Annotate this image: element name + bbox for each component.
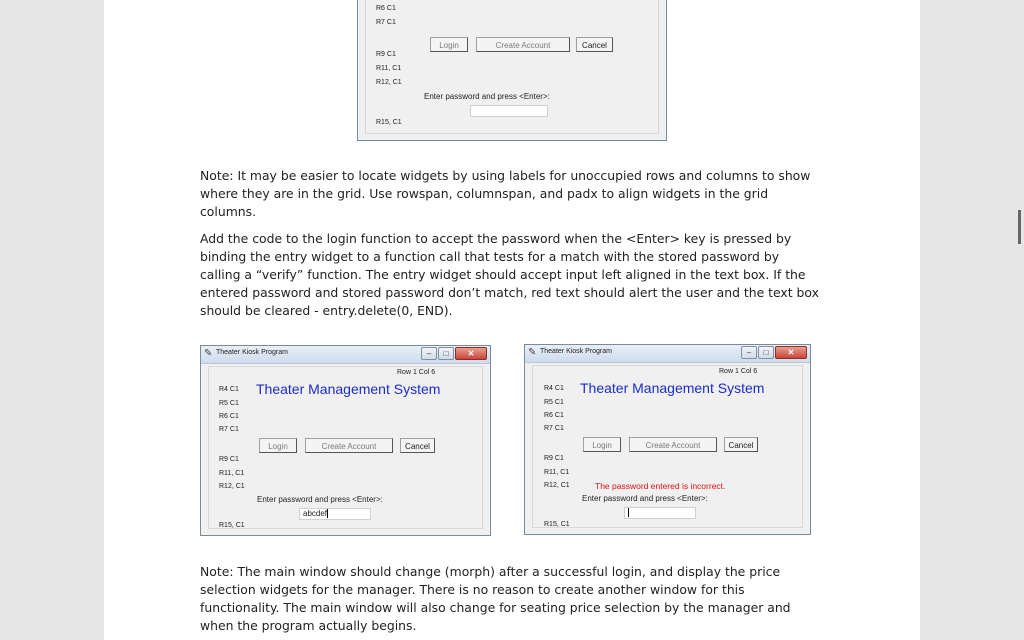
minimize-icon[interactable]: – — [741, 346, 757, 359]
window-controls — [740, 346, 807, 359]
left-screenshot-window — [200, 345, 491, 536]
app-heading: Theater Management System — [580, 380, 765, 396]
grid-label-r12: R12, C1 — [544, 482, 570, 489]
maximize-icon[interactable]: □ — [758, 346, 774, 359]
row1-col6-label: Row 1 Col 6 — [397, 369, 436, 376]
password-prompt: Enter password and press <Enter>: — [257, 495, 383, 504]
text-cursor — [327, 509, 328, 518]
text-cursor — [628, 508, 629, 517]
grid-label-r4: R4 C1 — [544, 385, 564, 392]
window-controls — [420, 347, 487, 360]
top-screenshot-window — [357, 0, 667, 141]
grid-label-r9: R9 C1 — [376, 51, 396, 58]
grid-label-r12: R12, C1 — [376, 79, 402, 86]
feather-icon: ✎ — [528, 347, 537, 358]
cancel-button[interactable]: Cancel — [724, 437, 758, 452]
grid-label-r6: R6 C1 — [219, 413, 239, 420]
grid-label-r4: R4 C1 — [219, 386, 239, 393]
close-icon[interactable]: ✕ — [455, 347, 487, 360]
password-entry[interactable] — [624, 507, 696, 519]
scrollbar-thumb[interactable] — [1018, 210, 1021, 244]
right-screenshot-window — [524, 344, 811, 535]
grid-label-r15: R15, C1 — [376, 119, 402, 126]
grid-label-r6: R6 C1 — [544, 412, 564, 419]
create-account-button[interactable]: Create Account — [476, 37, 570, 52]
login-button[interactable]: Login — [583, 437, 621, 452]
grid-label-r11: R11, C1 — [544, 469, 570, 476]
grid-label-r11: R11, C1 — [376, 65, 402, 72]
grid-label-r9: R9 C1 — [219, 456, 239, 463]
instruction-paragraph: Add the code to the login function to accept the password when the <Enter> key is pressed by binding the entry widget to a function call that tests for a match with the stored password by calling a “verify” function. The entry widget should accept input left aligned in the text box. If the entered password and stored password don’t match, red text should alert the user and the text box should be cleared - entry.delete(0, END). — [200, 231, 819, 318]
note-paragraph-1: Note: It may be easier to locate widgets by using labels for unoccupied rows and columns to show where they are in the grid. Use rowspan, columnspan, and padx to align widgets in the grid columns. — [200, 168, 811, 219]
login-button[interactable]: Login — [430, 37, 468, 52]
create-account-button[interactable]: Create Account — [305, 438, 393, 453]
password-prompt: Enter password and press <Enter>: — [424, 92, 550, 101]
top-window-client — [365, 0, 659, 134]
grid-label-r9: R9 C1 — [544, 455, 564, 462]
login-button[interactable]: Login — [259, 438, 297, 453]
grid-label-r15: R15, C1 — [219, 522, 245, 529]
cancel-button[interactable]: Cancel — [576, 37, 613, 52]
minimize-icon[interactable]: – — [421, 347, 437, 360]
document-page — [104, 0, 920, 640]
error-message: The password entered is incorrect. — [595, 481, 726, 491]
right-window-client — [532, 365, 803, 528]
grid-label-r15: R15, C1 — [544, 521, 570, 528]
right-window-titlebar — [525, 345, 810, 363]
grid-label-r7: R7 C1 — [544, 425, 564, 432]
app-heading: Theater Management System — [256, 381, 441, 397]
note-paragraph-2: Note: The main window should change (morph) after a successful login, and display the price selection widgets for the manager. There is no reason to create another window for this functionality. The main window will also change for seating price selection by the manager and when the program actually begins. — [200, 564, 791, 633]
password-entry[interactable] — [470, 105, 548, 117]
grid-label-r11: R11, C1 — [219, 470, 245, 477]
left-window-client — [208, 366, 483, 529]
grid-label-r7: R7 C1 — [376, 19, 396, 26]
grid-label-r5: R5 C1 — [219, 400, 239, 407]
password-entry-value: abcdef — [303, 509, 328, 518]
grid-label-r7: R7 C1 — [219, 426, 239, 433]
maximize-icon[interactable]: □ — [438, 347, 454, 360]
close-icon[interactable]: ✕ — [775, 346, 807, 359]
cancel-button[interactable]: Cancel — [400, 438, 435, 453]
window-title: Theater Kiosk Program — [540, 348, 612, 355]
window-title: Theater Kiosk Program — [216, 349, 288, 356]
left-window-titlebar — [201, 346, 490, 364]
grid-label-r6: R6 C1 — [376, 5, 396, 12]
grid-label-r12: R12, C1 — [219, 483, 245, 490]
create-account-button[interactable]: Create Account — [629, 437, 717, 452]
password-prompt: Enter password and press <Enter>: — [582, 494, 708, 503]
password-entry[interactable] — [299, 508, 371, 520]
row1-col6-label: Row 1 Col 6 — [719, 368, 758, 375]
feather-icon: ✎ — [204, 348, 213, 359]
grid-label-r5: R5 C1 — [544, 399, 564, 406]
